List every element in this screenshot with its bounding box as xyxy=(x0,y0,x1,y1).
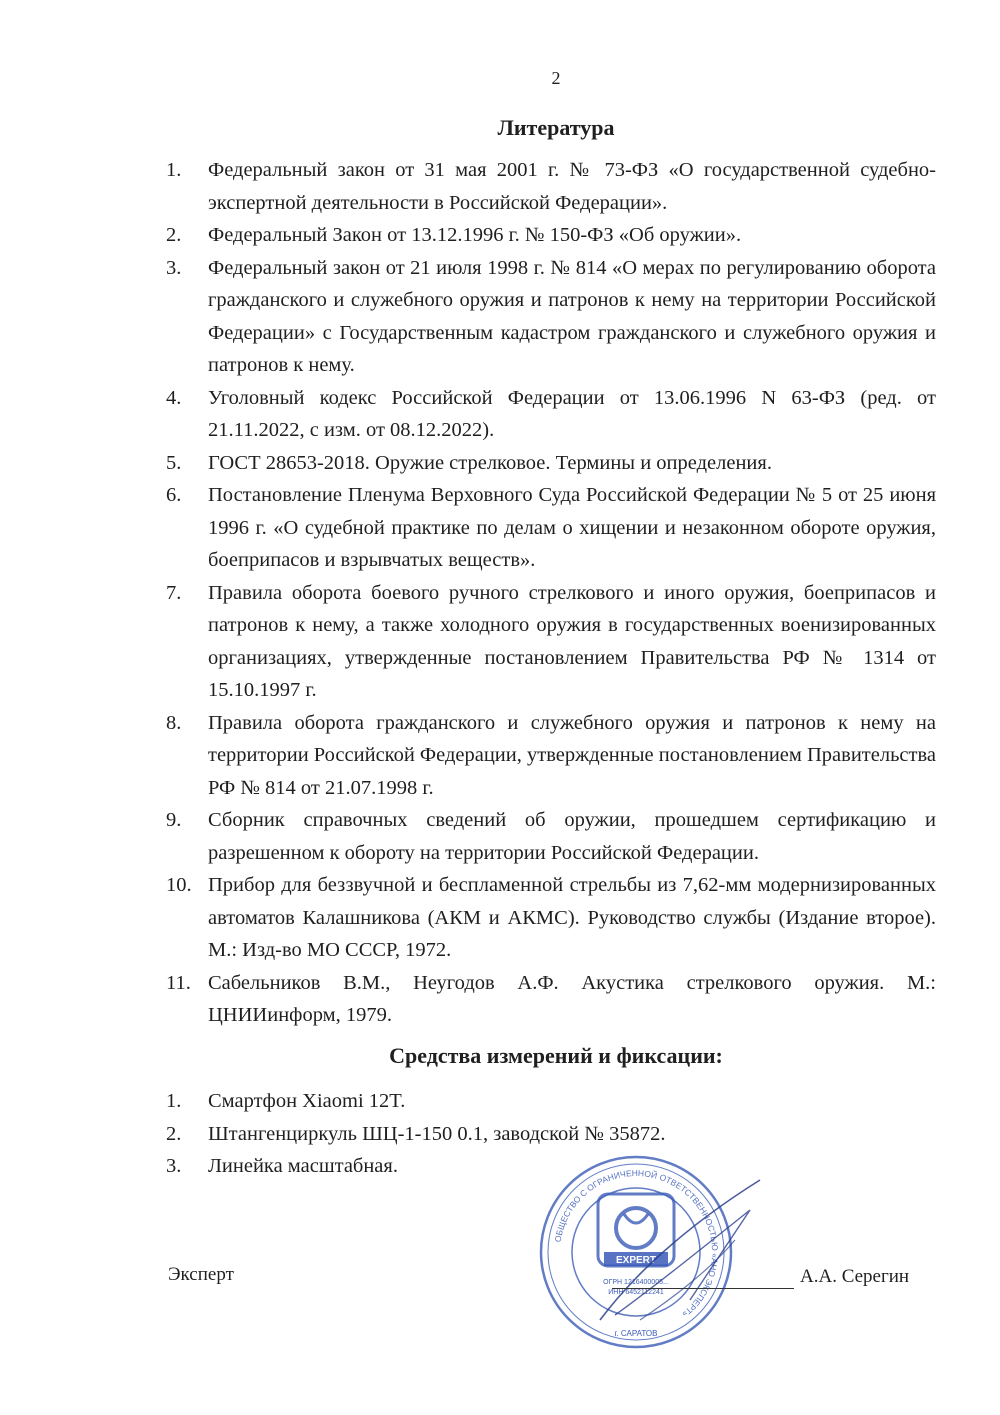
list-item xyxy=(166,804,936,869)
item-text: Смартфон Xiaomi 12T. xyxy=(208,1090,406,1112)
list-item xyxy=(166,1085,936,1118)
item-text: Правила оборота боевого ручного стрелкового и иного оружия, боеприпасов и патронов к нему, а также холодного оружия в государственных военизированных организациях, утвержденные постановлением Правительства РФ № 1314 от 15.10.1997 г. xyxy=(208,581,936,701)
list-item xyxy=(166,1118,936,1151)
signature-line xyxy=(612,1288,794,1289)
list-item xyxy=(166,707,936,805)
list-item xyxy=(166,967,936,1032)
item-number: 6. xyxy=(166,484,182,506)
item-number: 4. xyxy=(166,386,182,409)
item-text: ГОСТ 28653-2018. Оружие стрелковое. Термины и определения. xyxy=(208,451,772,474)
item-number: 3. xyxy=(166,1155,182,1177)
list-item xyxy=(166,577,936,707)
item-text: Федеральный закон от 21 июля 1998 г. № 814 «О мерах по регулированию оборота гражданского и служебного оружия и патронов к нему на территории Российской Федерации» с Государственным кадастром гражданского и служебного оружия и патронов к нему. xyxy=(208,256,936,376)
literature-list xyxy=(166,154,936,1032)
item-number: 1. xyxy=(166,1090,182,1112)
item-text: Штангенциркуль ШЦ-1-150 0.1, заводской № 35872. xyxy=(208,1122,666,1145)
item-text: Сборник справочных сведений об оружии, прошедшем сертификацию и разрешенном к обороту на территории Российской Федерации. xyxy=(208,809,936,864)
list-item xyxy=(166,219,936,252)
item-text: Постановление Пленума Верховного Суда Российской Федерации № 5 от 25 июня 1996 г. «О судебной практике по делам о хищении и незаконном обороте оружия, боеприпасов и взрывчатых веществ». xyxy=(208,484,936,571)
item-number: 2. xyxy=(166,224,182,246)
list-item xyxy=(166,382,936,447)
item-number: 5. xyxy=(166,451,182,474)
handwritten-signature xyxy=(560,1170,780,1330)
item-number: 3. xyxy=(166,256,182,279)
item-number: 1. xyxy=(166,159,182,181)
item-text: Федеральный закон от 31 мая 2001 г. № 73-ФЗ «О государственной судебно-экспертной деятельности в Российской Федерации». xyxy=(208,159,936,214)
list-item xyxy=(166,252,936,382)
list-item xyxy=(166,869,936,967)
item-text: Сабельников В.М., Неугодов А.Ф. Акустика стрелкового оружия. М.: ЦНИИинформ, 1979. xyxy=(208,971,936,1026)
page-number: 2 xyxy=(551,68,561,88)
stamp-inn: ИНН 6452112241 xyxy=(608,1289,664,1296)
item-number: 10. xyxy=(166,874,192,896)
list-item xyxy=(166,154,936,219)
list-item xyxy=(166,479,936,577)
expert-name: А.А. Серегин xyxy=(800,1266,910,1287)
item-text: Уголовный кодекс Российской Федерации от 13.06.1996 N 63-ФЗ (ред. от 21.11.2022, с изм. от 08.12.2022). xyxy=(208,386,936,441)
stamp-ogrn: ОГРН 1216400005... xyxy=(603,1279,669,1286)
item-text: Правила оборота гражданского и служебного оружия и патронов к нему на территории Российской Федерации, утвержденные постановлением Правительства РФ № 814 от 21.07.1998 г. xyxy=(208,711,936,799)
literature-title: Литература xyxy=(497,115,615,140)
stamp-city: г. САРАТОВ xyxy=(614,1329,658,1338)
stamp-ring-textpath: ОБЩЕСТВО С ОГРАНИЧЕННОЙ ОТВЕТСТВЕННОСТЬЮ «АНО ЭКСПЕРТ» xyxy=(552,1167,721,1320)
item-number: 8. xyxy=(166,711,182,734)
stamp-logo-text: EXPERT xyxy=(615,1255,657,1266)
expert-role-label: Эксперт xyxy=(168,1264,234,1285)
list-item xyxy=(166,447,936,480)
item-number: 7. xyxy=(166,581,182,604)
item-number: 9. xyxy=(166,809,182,831)
item-text: Линейка масштабная. xyxy=(208,1155,398,1177)
item-number: 11. xyxy=(166,971,191,994)
item-text: Прибор для беззвучной и беспламенной стрельбы из 7,62-мм модернизированных автоматов Калашникова (АКМ и АКМС). Руководство службы (Издание второе). М.: Изд-во МО СССР, 1972. xyxy=(208,874,936,961)
item-number: 2. xyxy=(166,1122,182,1145)
item-text: Федеральный Закон от 13.12.1996 г. № 150-ФЗ «Об оружии». xyxy=(208,224,742,246)
tools-title: Средства измерений и фиксации: xyxy=(389,1043,723,1068)
